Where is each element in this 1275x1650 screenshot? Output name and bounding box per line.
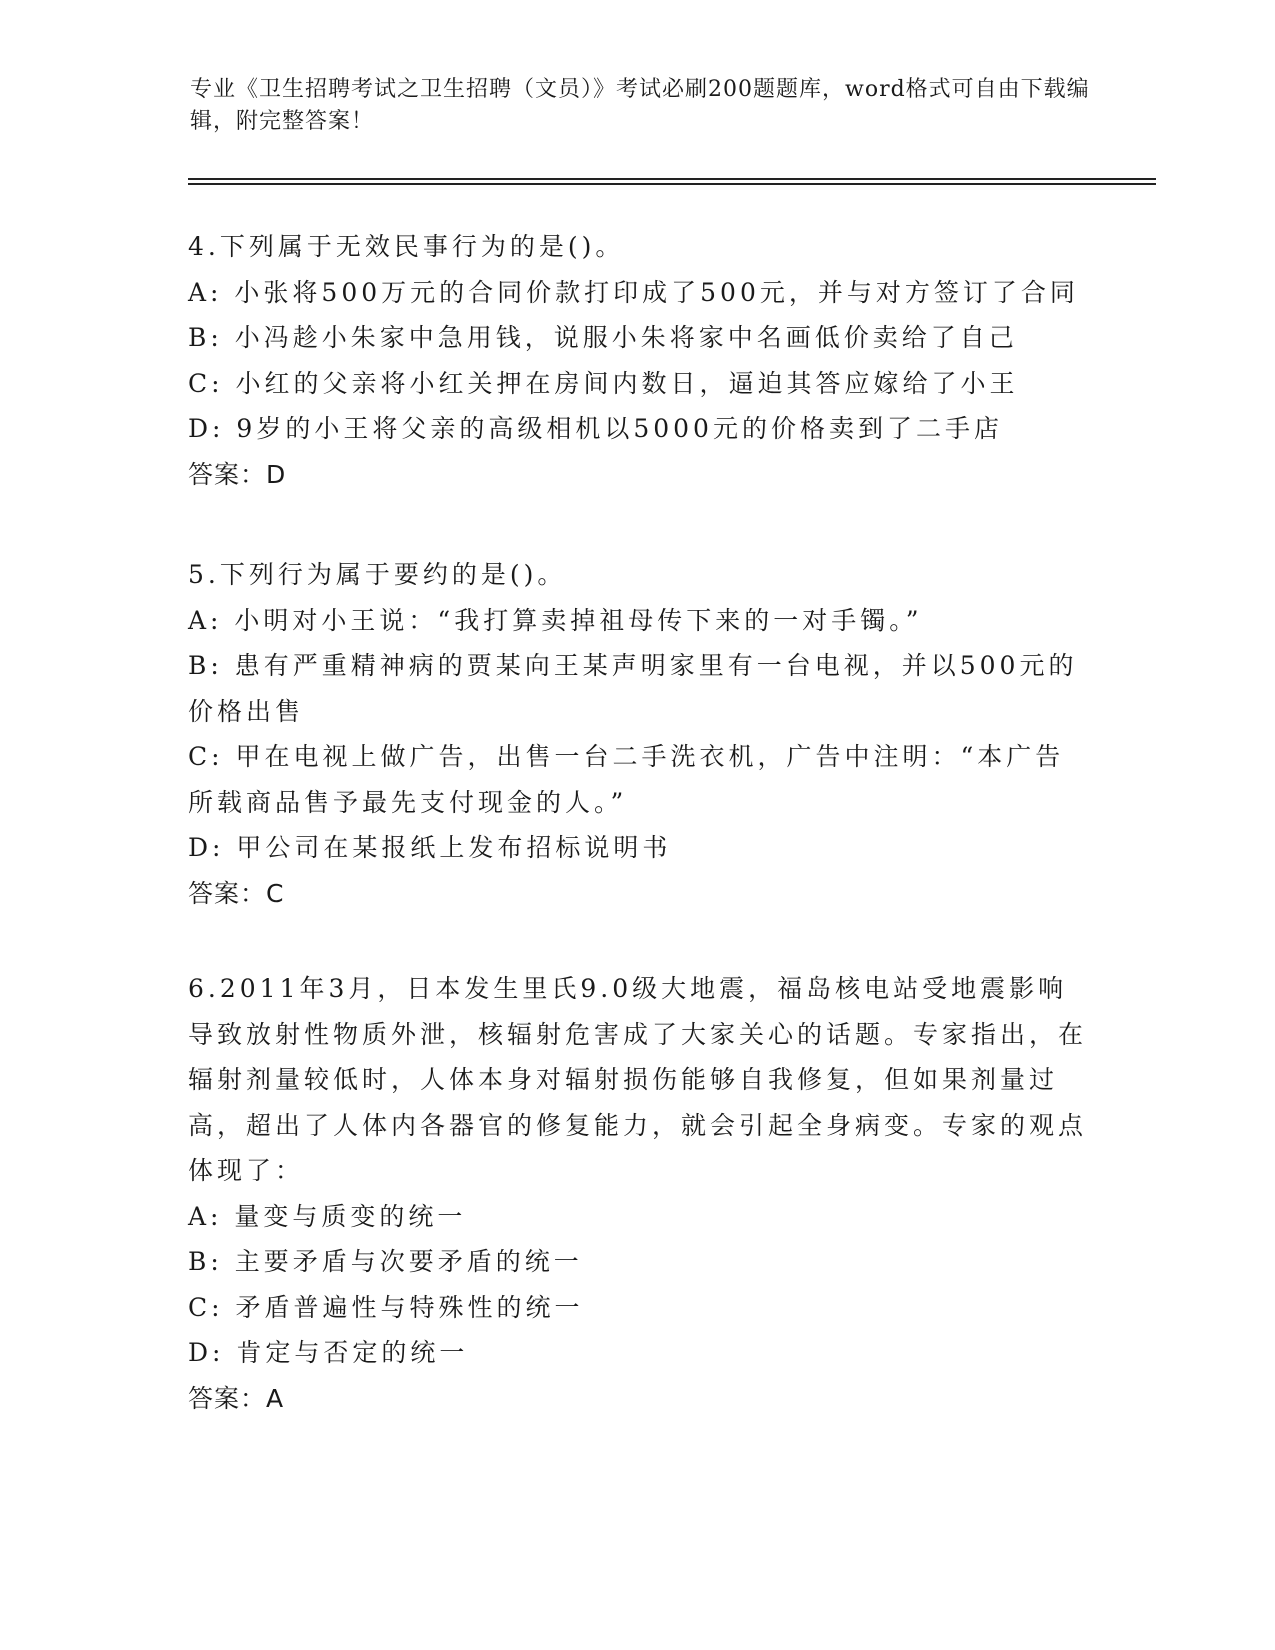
- header-rule-top: [188, 178, 1156, 180]
- option-a: A: 小张将500万元的合同价款打印成了500元，并与对方签订了合同: [188, 277, 1079, 307]
- option-b: B: 主要矛盾与次要矛盾的统一: [188, 1247, 583, 1276]
- question-stem: 4.下列属于无效民事行为的是()。: [188, 232, 625, 261]
- header-rule-bottom: [188, 183, 1156, 185]
- question-stem: 6.2011年3月，日本发生里氏9.0级大地震，福岛核电站受地震影响导致放射性物质外泄，核辐射危害成了大家关心的话题。专家指出，在辐射剂量较低时，人体本身对辐射损伤能够自我修复，但如果剂量过高，超出了人体内各器官的修复能力，就会引起全身病变。专家的观点体现了：: [188, 974, 1088, 1185]
- answer-label: 答案：C: [188, 878, 285, 908]
- option-a: A: 量变与质变的统一: [188, 1201, 467, 1231]
- option-c: C: 矛盾普遍性与特殊性的统一: [188, 1292, 584, 1322]
- question-stem: 5.下列行为属于要约的是()。: [188, 560, 567, 589]
- option-d: D: 甲公司在某报纸上发布招标说明书: [188, 833, 672, 862]
- question-6: [188, 966, 1088, 1421]
- answer-label: 答案：D: [188, 459, 287, 489]
- option-c: C: 甲在电视上做广告，出售一台二手洗衣机，广告中注明：“本广告所载商品售予最先支付现金的人。”: [188, 742, 1065, 817]
- option-d: D: 肯定与否定的统一: [188, 1338, 469, 1367]
- question-5: [188, 552, 1088, 916]
- question-4: [188, 224, 1088, 497]
- document-header: 专业《卫生招聘考试之卫生招聘（文员）》考试必刷200题题库，word格式可自由下载编辑，附完整答案！: [190, 77, 1090, 134]
- option-b: B: 患有严重精神病的贾某向王某声明家里有一台电视，并以500元的价格出售: [188, 651, 1078, 726]
- option-a: A: 小明对小王说：“我打算卖掉祖母传下来的一对手镯。”: [188, 605, 923, 635]
- option-d: D: 9岁的小王将父亲的高级相机以5000元的价格卖到了二手店: [188, 414, 1003, 443]
- option-b: B: 小冯趁小朱家中急用钱，说服小朱将家中名画低价卖给了自己: [188, 323, 1018, 352]
- answer-label: 答案：A: [188, 1383, 285, 1413]
- option-c: C: 小红的父亲将小红关押在房间内数日，逼迫其答应嫁给了小王: [188, 368, 1019, 398]
